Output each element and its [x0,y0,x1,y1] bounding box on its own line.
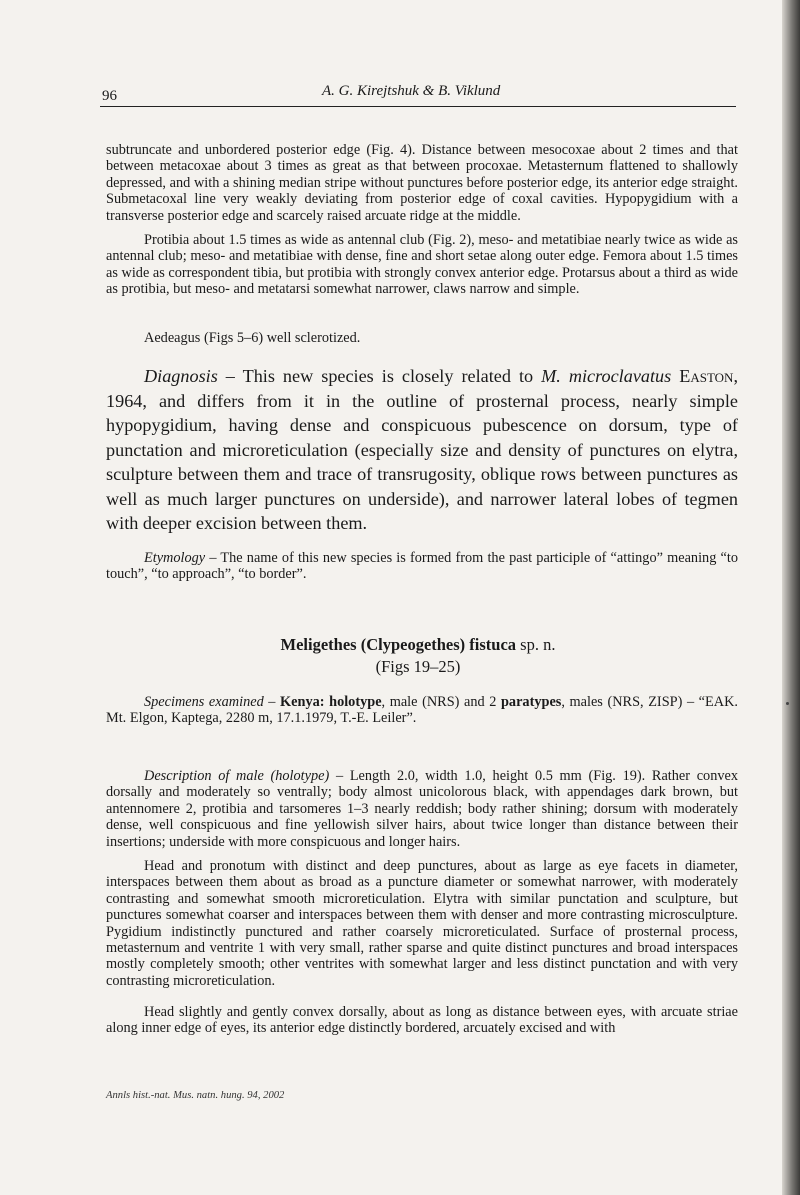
etymology-body: – The name of this new species is formed from the past participle of “attingo” meaning “to touch”, “to approach”, “to border”. [106,550,738,583]
paragraph-aedeagus [106,330,738,346]
species-name: Meligethes (Clypeogethes) fistuca [280,635,517,654]
specimens-text-1: , male (NRS) and 2 [381,694,501,710]
paragraph-text: Head slightly and gently convex dorsally, about as long as distance between eyes, with arcuate striae along inner edge of eyes, its anterior edge distinctly bordered, arcuately excised and with [106,1004,738,1037]
page-number: 96 [102,88,117,104]
diagnosis-intro: This new species is closely related to [242,366,542,386]
page-header [100,80,736,107]
paragraph-head [106,1004,738,1037]
diagnosis-dash: – [217,366,243,386]
description-dash: – [329,768,350,784]
description-body: Length 2.0, width 1.0, height 0.5 mm (Fig. 19). Rather convex dorsally and moderately so ventrally; body almost unicolorous black, with appendages dark brown, but antennomere 2, protibia and tarsomeres 1–3 nearly reddish; body rather shining; dorsum with moderately dense, well conspicuous and fine yellowish silver hairs, about twice longer than distance between their insertions; underside with more conspicuous and longer hairs. [106,768,738,850]
description-section [106,768,738,850]
etymology-section [106,550,738,583]
diagnosis-body: , 1964, and differs from it in the outline of prosternal process, nearly simple hypopygidium, having dense and conspicuous pubescence on dorsum, type of punctation and microreticulation (especially size and density of punctures on elytra, sculpture between them and trace of transrugosity, oblique rows between punctures as well as much larger punctures on underside), and narrower lateral lobes of tegmen with deeper excision between them. [106,366,738,533]
running-head-authors: A. G. Kirejtshuk & B. Viklund [322,83,501,99]
description-heading: Description of male (holotype) [144,768,330,784]
specimens-dash: – [263,694,281,710]
diagnosis-section [106,364,738,536]
specimens-holotype: Kenya: holotype [280,694,382,710]
paragraph-protibia [106,232,738,298]
specimens-examined-section [106,694,738,727]
paragraph-text: Head and pronotum with distinct and deep punctures, about as large as eye facets in diameter, interspaces between them about as broad as a puncture diameter or somewhat narrower, with moderately contrasting and somewhat smooth microreticulation. Elytra with similar punctation and sculpture, but punctures somewhat coarser and interspaces between them with denser and more contrasting microsculpture. Pygidium indistinctly punctured and rather coarsely microreticulated. Surface of prosternal process, metasternum and ventrite 1 with very small, rather sparse and quite distinct punctures and broad interspaces mostly completely smooth; other ventrites with somewhat larger and less distinct punctation and with very contrasting microreticulation. [106,858,738,989]
diagnosis-species-name: M. microclavatus [541,366,672,386]
species-status: sp. n. [516,635,556,654]
paragraph-punctation [106,858,738,989]
species-figures-ref: (Figs 19–25) [375,657,461,676]
diagnosis-heading: Diagnosis [144,366,218,386]
etymology-heading: Etymology [144,550,206,566]
diagnosis-species-author: Easton [679,366,734,386]
scan-page-edge [782,0,800,1195]
paragraph-text: Aedeagus (Figs 5–6) well sclerotized. [144,330,361,346]
specimens-text-2: , males (NRS, ZISP) – “EAK. Mt. Elgon, Kaptega, 2280 m, 17.1.1979, T.-E. Leiler”. [106,694,738,727]
journal-footer: Annls hist.-nat. Mus. natn. hung. 94, 2002 [106,1090,285,1101]
paragraph-text: subtruncate and unbordered posterior edge (Fig. 4). Distance between mesocoxae about 2 times and that between metacoxae about 3 times as great as that between procoxae. Metasternum flattened to shallowly depressed, and with a shining median stripe without punctures before posterior edge, its anterior edge straight. Submetacoxal line very weakly deviating from posterior edge of coxal cavities. Hypopygidium with a transverse posterior edge and scarcely raised arcuate ridge at the middle. [106,142,738,224]
paragraph-text: Protibia about 1.5 times as wide as antennal club (Fig. 2), meso- and metatibiae nearly twice as wide as antennal club; meso- and metatibiae with dense, fine and short setae along outer edge. Femora about 1.5 times as wide as correspondent tibia, but protibia with strongly convex anterior edge. Protarsus about a third as wide as protibia, but meso- and metatarsi somewhat narrower, claws narrow and simple. [106,232,738,298]
paper-page [100,0,742,1195]
species-title [100,634,736,678]
scan-speck [786,702,789,705]
paragraph-hypopygidium [106,142,738,224]
specimens-paratypes: paratypes [500,694,562,710]
specimens-heading: Specimens examined [144,694,264,710]
